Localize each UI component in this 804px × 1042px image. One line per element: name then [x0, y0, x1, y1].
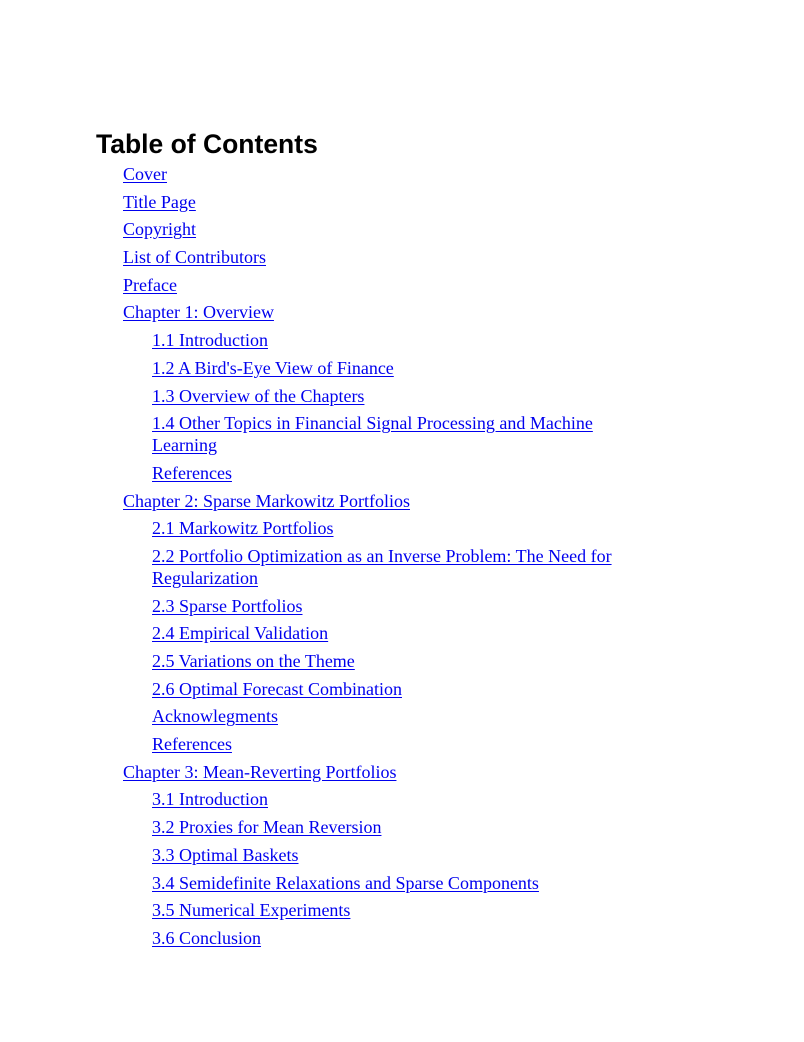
toc-chapter-entry — [96, 218, 756, 240]
toc-chapter-entry — [96, 761, 756, 783]
toc-section-entry — [96, 517, 756, 539]
toc-link[interactable]: 3.5 Numerical Experiments — [152, 900, 351, 921]
toc-link[interactable]: 2.6 Optimal Forecast Combination — [152, 678, 402, 699]
toc-link[interactable]: References — [152, 734, 232, 755]
toc-link[interactable]: 1.2 A Bird's-Eye View of Finance — [152, 357, 394, 378]
toc-link[interactable]: Preface — [123, 274, 177, 295]
toc-section-entry — [96, 872, 756, 894]
toc-link[interactable]: 3.3 Optimal Baskets — [152, 844, 299, 865]
toc-link[interactable]: Chapter 2: Sparse Markowitz Portfolios — [123, 490, 410, 511]
toc-link[interactable]: 2.1 Markowitz Portfolios — [152, 518, 334, 539]
toc-link[interactable]: 1.1 Introduction — [152, 330, 268, 351]
toc-link[interactable]: 2.3 Sparse Portfolios — [152, 595, 303, 616]
toc-section-entry — [96, 816, 756, 838]
toc-section-entry — [96, 385, 756, 407]
toc-link[interactable]: 3.2 Proxies for Mean Reversion — [152, 817, 382, 838]
toc-section-entry — [96, 357, 756, 379]
toc-link[interactable]: Acknowlegments — [152, 706, 278, 727]
toc-link[interactable]: Copyright — [123, 219, 197, 240]
toc-link[interactable]: Cover — [123, 164, 167, 184]
toc-link[interactable]: 1.4 Other Topics in Financial Signal Processing and Machine Learning — [152, 413, 593, 456]
toc-chapter-entry — [96, 163, 756, 185]
toc-section-entry — [96, 622, 756, 644]
toc-section-entry — [96, 329, 756, 351]
toc-section-entry — [96, 899, 756, 921]
toc-chapter-entry — [96, 490, 756, 512]
toc-chapter-entry — [96, 246, 756, 268]
toc-link[interactable]: Chapter 3: Mean-Reverting Portfolios — [123, 761, 397, 782]
toc-link[interactable]: 3.1 Introduction — [152, 789, 268, 810]
toc-section-entry — [96, 545, 756, 589]
toc-link[interactable]: 2.4 Empirical Validation — [152, 623, 329, 644]
toc-link[interactable]: 1.3 Overview of the Chapters — [152, 385, 365, 406]
toc-section-entry — [96, 650, 756, 672]
toc-section-entry — [96, 844, 756, 866]
toc-list — [96, 163, 756, 949]
toc-link[interactable]: Chapter 1: Overview — [123, 302, 274, 323]
toc-link[interactable]: 2.2 Portfolio Optimization as an Inverse Problem: The Need for Regularization — [152, 545, 612, 588]
toc-section-entry — [96, 788, 756, 810]
toc-section-entry — [96, 927, 756, 949]
toc-chapter-entry — [96, 301, 756, 323]
toc-chapter-entry — [96, 191, 756, 213]
toc-link[interactable]: 2.5 Variations on the Theme — [152, 651, 355, 671]
toc-link[interactable]: References — [152, 462, 232, 483]
toc-page — [96, 127, 756, 955]
toc-section-entry — [96, 595, 756, 617]
toc-link[interactable]: Title Page — [123, 191, 196, 212]
toc-section-entry — [96, 678, 756, 700]
toc-link[interactable]: 3.6 Conclusion — [152, 927, 262, 948]
toc-link[interactable]: 3.4 Semidefinite Relaxations and Sparse Components — [152, 872, 539, 893]
toc-section-entry — [96, 733, 756, 755]
toc-title: Table of Contents — [96, 129, 318, 159]
toc-chapter-entry — [96, 274, 756, 296]
toc-section-entry — [96, 462, 756, 484]
toc-section-entry — [96, 412, 756, 456]
toc-section-entry — [96, 705, 756, 727]
toc-link[interactable]: List of Contributors — [123, 247, 266, 268]
